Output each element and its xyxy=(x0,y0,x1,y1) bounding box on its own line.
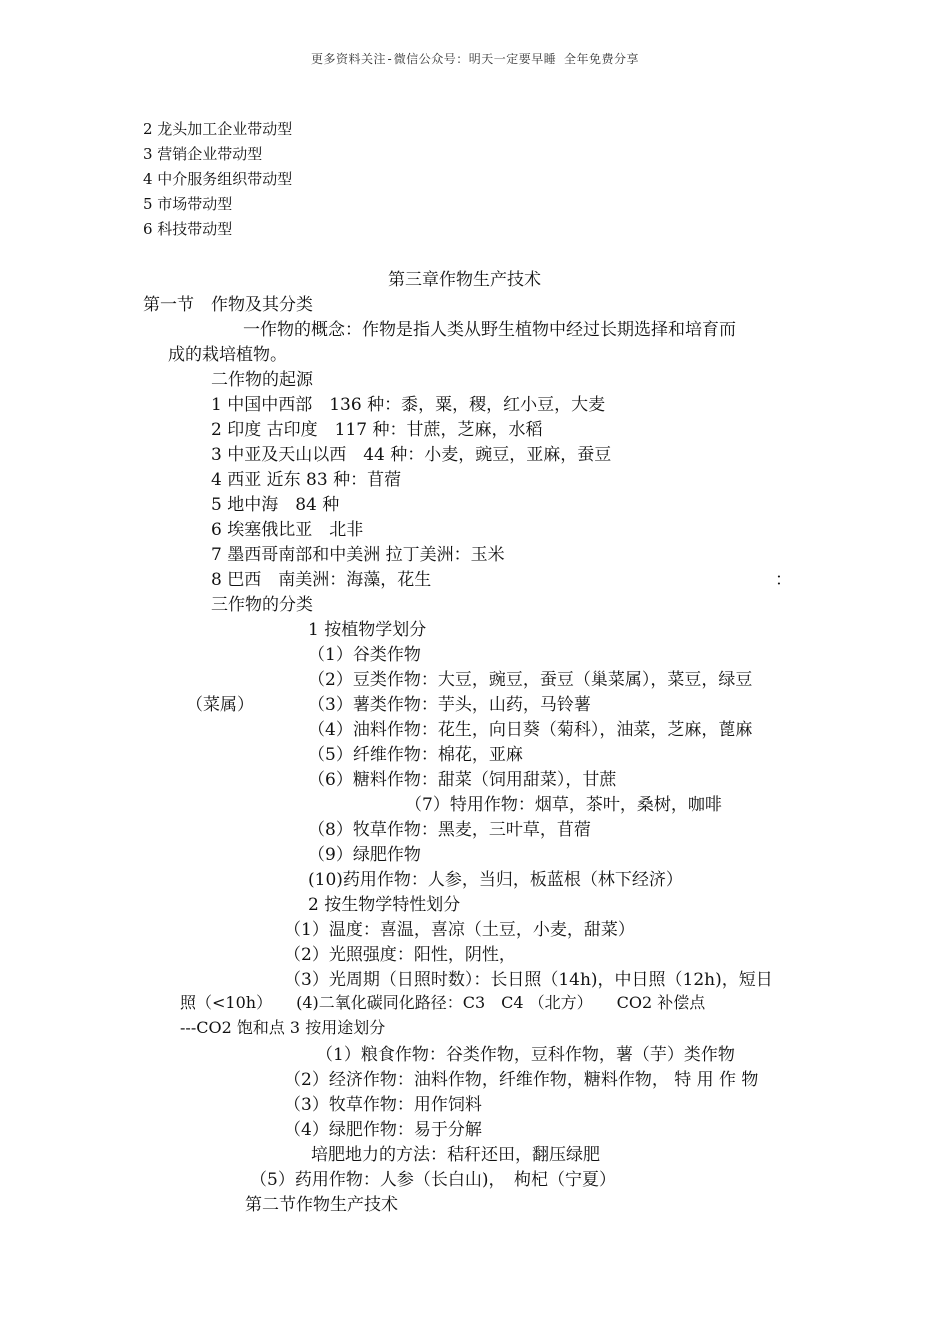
subsection-heading: 二作物的起源 xyxy=(211,370,313,390)
list-item: 2 龙头加工企业带动型 xyxy=(143,120,293,138)
list-heading: 2 按生物学特性划分 xyxy=(308,895,461,915)
list-item: （1）粮食作物：谷类作物，豆科作物，薯（芋）类作物 xyxy=(316,1045,735,1065)
list-item: （3）薯类作物：芋头，山药，马铃薯 xyxy=(308,695,591,715)
paragraph-line: 成的栽培植物。 xyxy=(168,345,287,365)
list-item: （7）特用作物：烟草，茶叶，桑树，咖啡 xyxy=(405,795,722,815)
list-heading: 1 按植物学划分 xyxy=(308,620,427,640)
list-item: 4 中介服务组织带动型 xyxy=(143,170,293,188)
list-item: （5）纤维作物：棉花，亚麻 xyxy=(308,745,523,765)
list-item: （4）油料作物：花生，向日葵（菊科），油菜，芝麻，蓖麻 xyxy=(308,720,753,740)
list-item: 1 中国中西部 136 种：黍，粟，稷，红小豆，大麦 xyxy=(211,395,606,415)
list-item: 6 埃塞俄比亚 北非 xyxy=(211,520,364,540)
list-item: （1）谷类作物 xyxy=(308,645,421,665)
list-item-continuation: （菜属） xyxy=(186,695,254,715)
list-item: （1）温度：喜温，喜凉（土豆，小麦，甜菜） xyxy=(284,920,635,940)
list-item: （8）牧草作物：黑麦，三叶草，苜蓿 xyxy=(308,820,591,840)
list-item: 2 印度 古印度 117 种：甘蔗，芝麻，水稻 xyxy=(211,420,543,440)
chapter-title: 第三章作物生产技术 xyxy=(388,270,541,290)
list-item-continuation: ---CO2 饱和点 3 按用途划分 xyxy=(180,1018,386,1037)
paragraph-line: 培肥地力的方法：秸秆还田，翻压绿肥 xyxy=(311,1145,600,1165)
list-item: 5 地中海 84 种 xyxy=(211,495,340,515)
list-item: 8 巴西 南美洲：海藻，花生 xyxy=(211,570,432,590)
section-title: 第二节作物生产技术 xyxy=(245,1195,398,1215)
list-item: （2）豆类作物：大豆，豌豆，蚕豆（巢菜属），菜豆，绿豆 xyxy=(308,670,753,690)
list-item: （4）绿肥作物：易于分解 xyxy=(284,1120,482,1140)
list-item: （2）经济作物：油料作物，纤维作物，糖料作物， 特 用 作 物 xyxy=(284,1070,759,1090)
section-title: 第一节 作物及其分类 xyxy=(143,295,313,315)
list-item: （9）绿肥作物 xyxy=(308,845,421,865)
list-item: （5）药用作物：人参（长白山)， 枸杞（宁夏） xyxy=(250,1170,616,1190)
list-item-continuation: 照（<10h） (4)二氧化碳同化路径：C3 C4 （北方） CO2 补偿点 xyxy=(180,993,706,1012)
list-item: （3）牧草作物：用作饲料 xyxy=(284,1095,482,1115)
list-item: 7 墨西哥南部和中美洲 拉丁美洲：玉米 xyxy=(211,545,505,565)
list-item: 3 营销企业带动型 xyxy=(143,145,263,163)
list-item: （2）光照强度：阳性，阴性， xyxy=(284,945,516,965)
list-item: （3）光周期（日照时数）：长日照（14h)，中日照（12h)，短日 xyxy=(284,970,773,990)
list-item: 3 中亚及天山以西 44 种：小麦，豌豆，亚麻，蚕豆 xyxy=(211,445,612,465)
stray-colon: ： xyxy=(775,570,792,590)
paragraph-line: 一作物的概念：作物是指人类从野生植物中经过长期选择和培育而 xyxy=(243,320,736,340)
list-item: 5 市场带动型 xyxy=(143,195,233,213)
list-item: (10)药用作物：人参，当归，板蓝根（林下经济） xyxy=(308,870,683,890)
list-item: 4 西亚 近东 83 种：苜蓿 xyxy=(211,470,402,490)
subsection-heading: 三作物的分类 xyxy=(211,595,313,615)
list-item: 6 科技带动型 xyxy=(143,220,233,238)
list-item: （6）糖料作物：甜菜（饲用甜菜），甘蔗 xyxy=(308,770,617,790)
page-header: 更多资料关注-微信公众号：明天一定要早睡 全年免费分享 xyxy=(311,52,639,66)
